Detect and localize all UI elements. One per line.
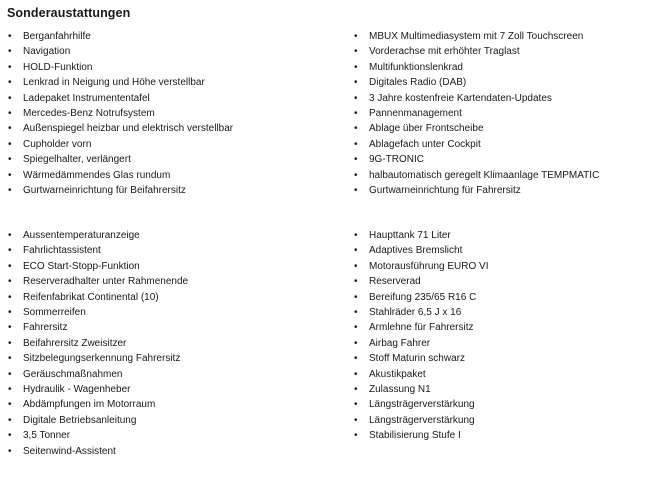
equipment-item: • Ladepaket Instrumententafel xyxy=(7,91,233,106)
equipment-item: • Berganfahrhilfe xyxy=(7,29,233,44)
document-title: Sonderaustattungen xyxy=(7,6,131,20)
equipment-list-left-bottom xyxy=(7,228,188,459)
equipment-item: • Beifahrersitz Zweisitzer xyxy=(7,336,188,351)
equipment-item: • Digitale Betriebsanleitung xyxy=(7,413,188,428)
equipment-item: • Längsträgerverstärkung xyxy=(353,397,489,412)
equipment-item: • Navigation xyxy=(7,44,233,59)
equipment-item: • Stabilisierung Stufe I xyxy=(353,428,489,443)
equipment-item: • Mercedes-Benz Notrufsystem xyxy=(7,106,233,121)
equipment-item: • Akustikpaket xyxy=(353,367,489,382)
equipment-item: • Sitzbelegungserkennung Fahrersitz xyxy=(7,351,188,366)
equipment-item: • Abdämpfungen im Motorraum xyxy=(7,397,188,412)
equipment-item: • Seitenwind-Assistent xyxy=(7,444,188,459)
equipment-item: • Hydraulik - Wagenheber xyxy=(7,382,188,397)
equipment-item: • Fahrersitz xyxy=(7,320,188,335)
equipment-item: • Sommerreifen xyxy=(7,305,188,320)
equipment-item: • 9G-TRONIC xyxy=(353,152,599,167)
equipment-item: • Airbag Fahrer xyxy=(353,336,489,351)
equipment-item: • Adaptives Bremslicht xyxy=(353,243,489,258)
equipment-item: • ECO Start-Stopp-Funktion xyxy=(7,259,188,274)
equipment-item: • Wärmedämmendes Glas rundum xyxy=(7,168,233,183)
equipment-item: • Armlehne für Fahrersitz xyxy=(353,320,489,335)
equipment-item: • Motorausführung EURO VI xyxy=(353,259,489,274)
equipment-item: • HOLD-Funktion xyxy=(7,60,233,75)
equipment-item: • Außenspiegel heizbar und elektrisch verstellbar xyxy=(7,121,233,136)
equipment-list-left-top xyxy=(7,29,233,198)
equipment-item: • halbautomatisch geregelt Klimaanlage TEMPMATIC xyxy=(353,168,599,183)
equipment-item: • Haupttank 71 Liter xyxy=(353,228,489,243)
equipment-item: • Pannenmanagement xyxy=(353,106,599,121)
equipment-item: • Ablage über Frontscheibe xyxy=(353,121,599,136)
equipment-item: • 3 Jahre kostenfreie Kartendaten-Updates xyxy=(353,91,599,106)
equipment-item: • Längsträgerverstärkung xyxy=(353,413,489,428)
equipment-item: • Stoff Maturin schwarz xyxy=(353,351,489,366)
equipment-item: • Vorderachse mit erhöhter Traglast xyxy=(353,44,599,59)
equipment-list-right-top xyxy=(353,29,599,198)
equipment-item: • Multifunktionslenkrad xyxy=(353,60,599,75)
equipment-item: • Fahrlichtassistent xyxy=(7,243,188,258)
equipment-item: • Gurtwarneinrichtung für Beifahrersitz xyxy=(7,183,233,198)
equipment-item: • Reserveradhalter unter Rahmenende xyxy=(7,274,188,289)
equipment-list-right-bottom xyxy=(353,228,489,444)
equipment-item: • Stahlräder 6,5 J x 16 xyxy=(353,305,489,320)
equipment-item: • Cupholder vorn xyxy=(7,137,233,152)
equipment-item: • Gurtwarneinrichtung für Fahrersitz xyxy=(353,183,599,198)
equipment-item: • Digitales Radio (DAB) xyxy=(353,75,599,90)
equipment-item: • Lenkrad in Neigung und Höhe verstellbar xyxy=(7,75,233,90)
equipment-item: • MBUX Multimediasystem mit 7 Zoll Touchscreen xyxy=(353,29,599,44)
equipment-item: • Aussentemperaturanzeige xyxy=(7,228,188,243)
equipment-item: • Ablagefach unter Cockpit xyxy=(353,137,599,152)
equipment-item: • 3,5 Tonner xyxy=(7,428,188,443)
equipment-item: • Zulassung N1 xyxy=(353,382,489,397)
equipment-item: • Spiegelhalter, verlängert xyxy=(7,152,233,167)
equipment-item: • Bereifung 235/65 R16 C xyxy=(353,290,489,305)
equipment-item: • Reifenfabrikat Continental (10) xyxy=(7,290,188,305)
equipment-item: • Geräuschmaßnahmen xyxy=(7,367,188,382)
equipment-item: • Reserverad xyxy=(353,274,489,289)
